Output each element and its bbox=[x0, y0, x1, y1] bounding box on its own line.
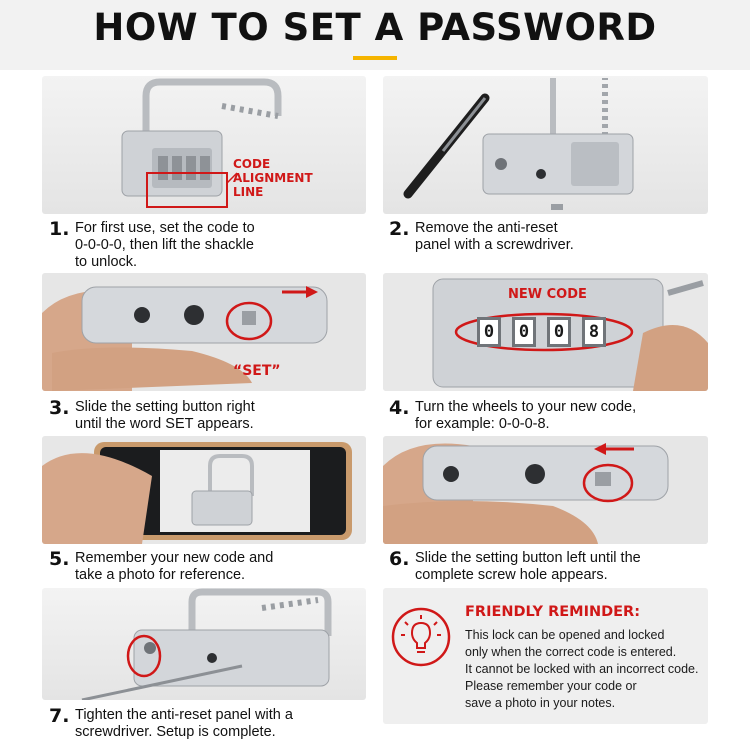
step-7-number: 7. bbox=[49, 705, 70, 727]
phone-photo-illustration bbox=[42, 436, 366, 544]
step-5-text: Remember your new code and take a photo for reference. bbox=[75, 550, 274, 583]
reminder-line-5: save a photo in your notes. bbox=[465, 696, 616, 710]
step-6-text: Slide the setting button left until the complete screw hole appears. bbox=[415, 550, 641, 583]
step-2-number: 2. bbox=[389, 218, 410, 240]
new-code-label: NEW CODE bbox=[508, 287, 587, 302]
step-2-text: Remove the anti-reset panel with a screwdriver. bbox=[415, 220, 574, 253]
anti-reset-ring bbox=[125, 631, 165, 681]
step-3-text: Slide the setting button right until the word SET appears. bbox=[75, 399, 255, 432]
code-wheel-3: 0 bbox=[547, 317, 571, 347]
reminder-line-1: This lock can be opened and locked bbox=[465, 628, 665, 642]
arrow-right-head-icon bbox=[306, 286, 318, 298]
step-5-photo bbox=[42, 436, 366, 544]
set-label: “SET” bbox=[233, 363, 281, 379]
step-4-number: 4. bbox=[389, 397, 410, 419]
tighten-panel-illustration bbox=[42, 588, 366, 700]
code-alignment-label: CODE ALIGNMENT LINE bbox=[233, 157, 313, 199]
screw-hole-ring bbox=[578, 441, 668, 511]
title-underline bbox=[353, 56, 397, 60]
step-2-photo bbox=[383, 76, 708, 214]
step-5-number: 5. bbox=[49, 548, 70, 570]
reminder-line-4: Please remember your code or bbox=[465, 679, 637, 693]
code-wheel-1: 0 bbox=[477, 317, 501, 347]
step-4-text: Turn the wheels to your new code, for example: 0-0-0-8. bbox=[415, 399, 637, 432]
page-title: HOW TO SET A PASSWORD bbox=[93, 6, 657, 49]
step-3-number: 3. bbox=[49, 397, 70, 419]
lightbulb-icon bbox=[390, 606, 452, 668]
step-1-text: For first use, set the code to 0-0-0-0, then lift the shackle to unlock. bbox=[75, 220, 255, 270]
code-alignment-box bbox=[142, 155, 242, 215]
code-wheel-4: 8 bbox=[582, 317, 606, 347]
step-6-number: 6. bbox=[389, 548, 410, 570]
step-7-text: Tighten the anti-reset panel with a screwdriver. Setup is complete. bbox=[75, 707, 293, 740]
reminder-line-2: only when the correct code is entered. bbox=[465, 645, 677, 659]
step-1-number: 1. bbox=[49, 218, 70, 240]
arrow-left-head-icon bbox=[594, 443, 606, 455]
set-highlight-ring bbox=[224, 284, 334, 344]
screwdriver-and-lock-illustration bbox=[383, 76, 708, 214]
reminder-line-3: It cannot be locked with an incorrect code. bbox=[465, 662, 699, 676]
code-wheel-2: 0 bbox=[512, 317, 536, 347]
reminder-title: FRIENDLY REMINDER: bbox=[465, 604, 641, 620]
step-7-photo bbox=[42, 588, 366, 700]
